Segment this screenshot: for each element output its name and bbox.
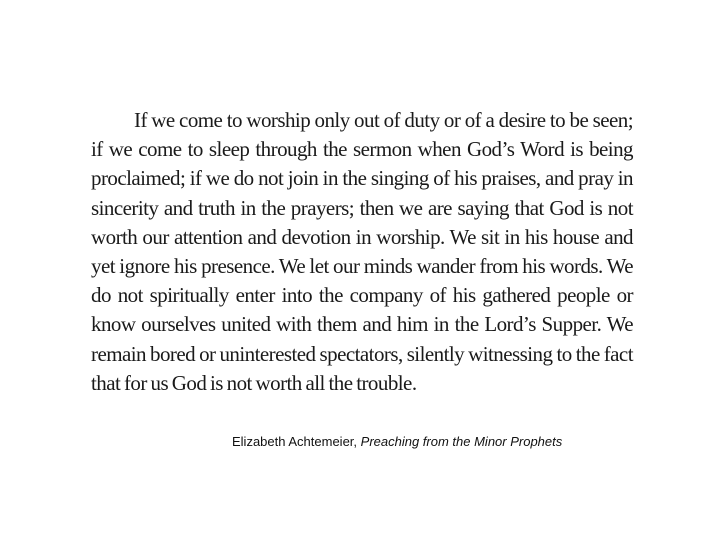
attribution	[232, 434, 562, 449]
quote-line: that for us God is not worth all the trouble.	[91, 370, 417, 395]
quote-line: know ourselves united with them and him in the Lord’s Supper. We	[91, 312, 633, 337]
quote-line: remain bored or uninterested spectators, silently witnessing to the fact	[91, 341, 633, 366]
attribution-book-title: Preaching from the Minor Prophets	[360, 434, 563, 449]
quote-line: If we come to worship only out of duty or of a desire to be seen;	[134, 108, 633, 132]
quote-line: if we come to sleep through the sermon when God’s Word is being	[91, 137, 633, 162]
quote-passage	[91, 106, 633, 398]
quote-line: proclaimed; if we do not join in the singing of his praises, and pray in	[91, 166, 633, 191]
quote-line: worth our attention and devotion in worship. We sit in his house and	[91, 224, 633, 249]
quote-line: yet ignore his presence. We let our minds wander from his words. We	[91, 253, 633, 278]
quote-line: do not spiritually enter into the company of his gathered people or	[91, 283, 633, 308]
attribution-author: Elizabeth Achtemeier,	[232, 434, 358, 449]
quote-line: sincerity and truth in the prayers; then we are saying that God is not	[91, 195, 633, 220]
